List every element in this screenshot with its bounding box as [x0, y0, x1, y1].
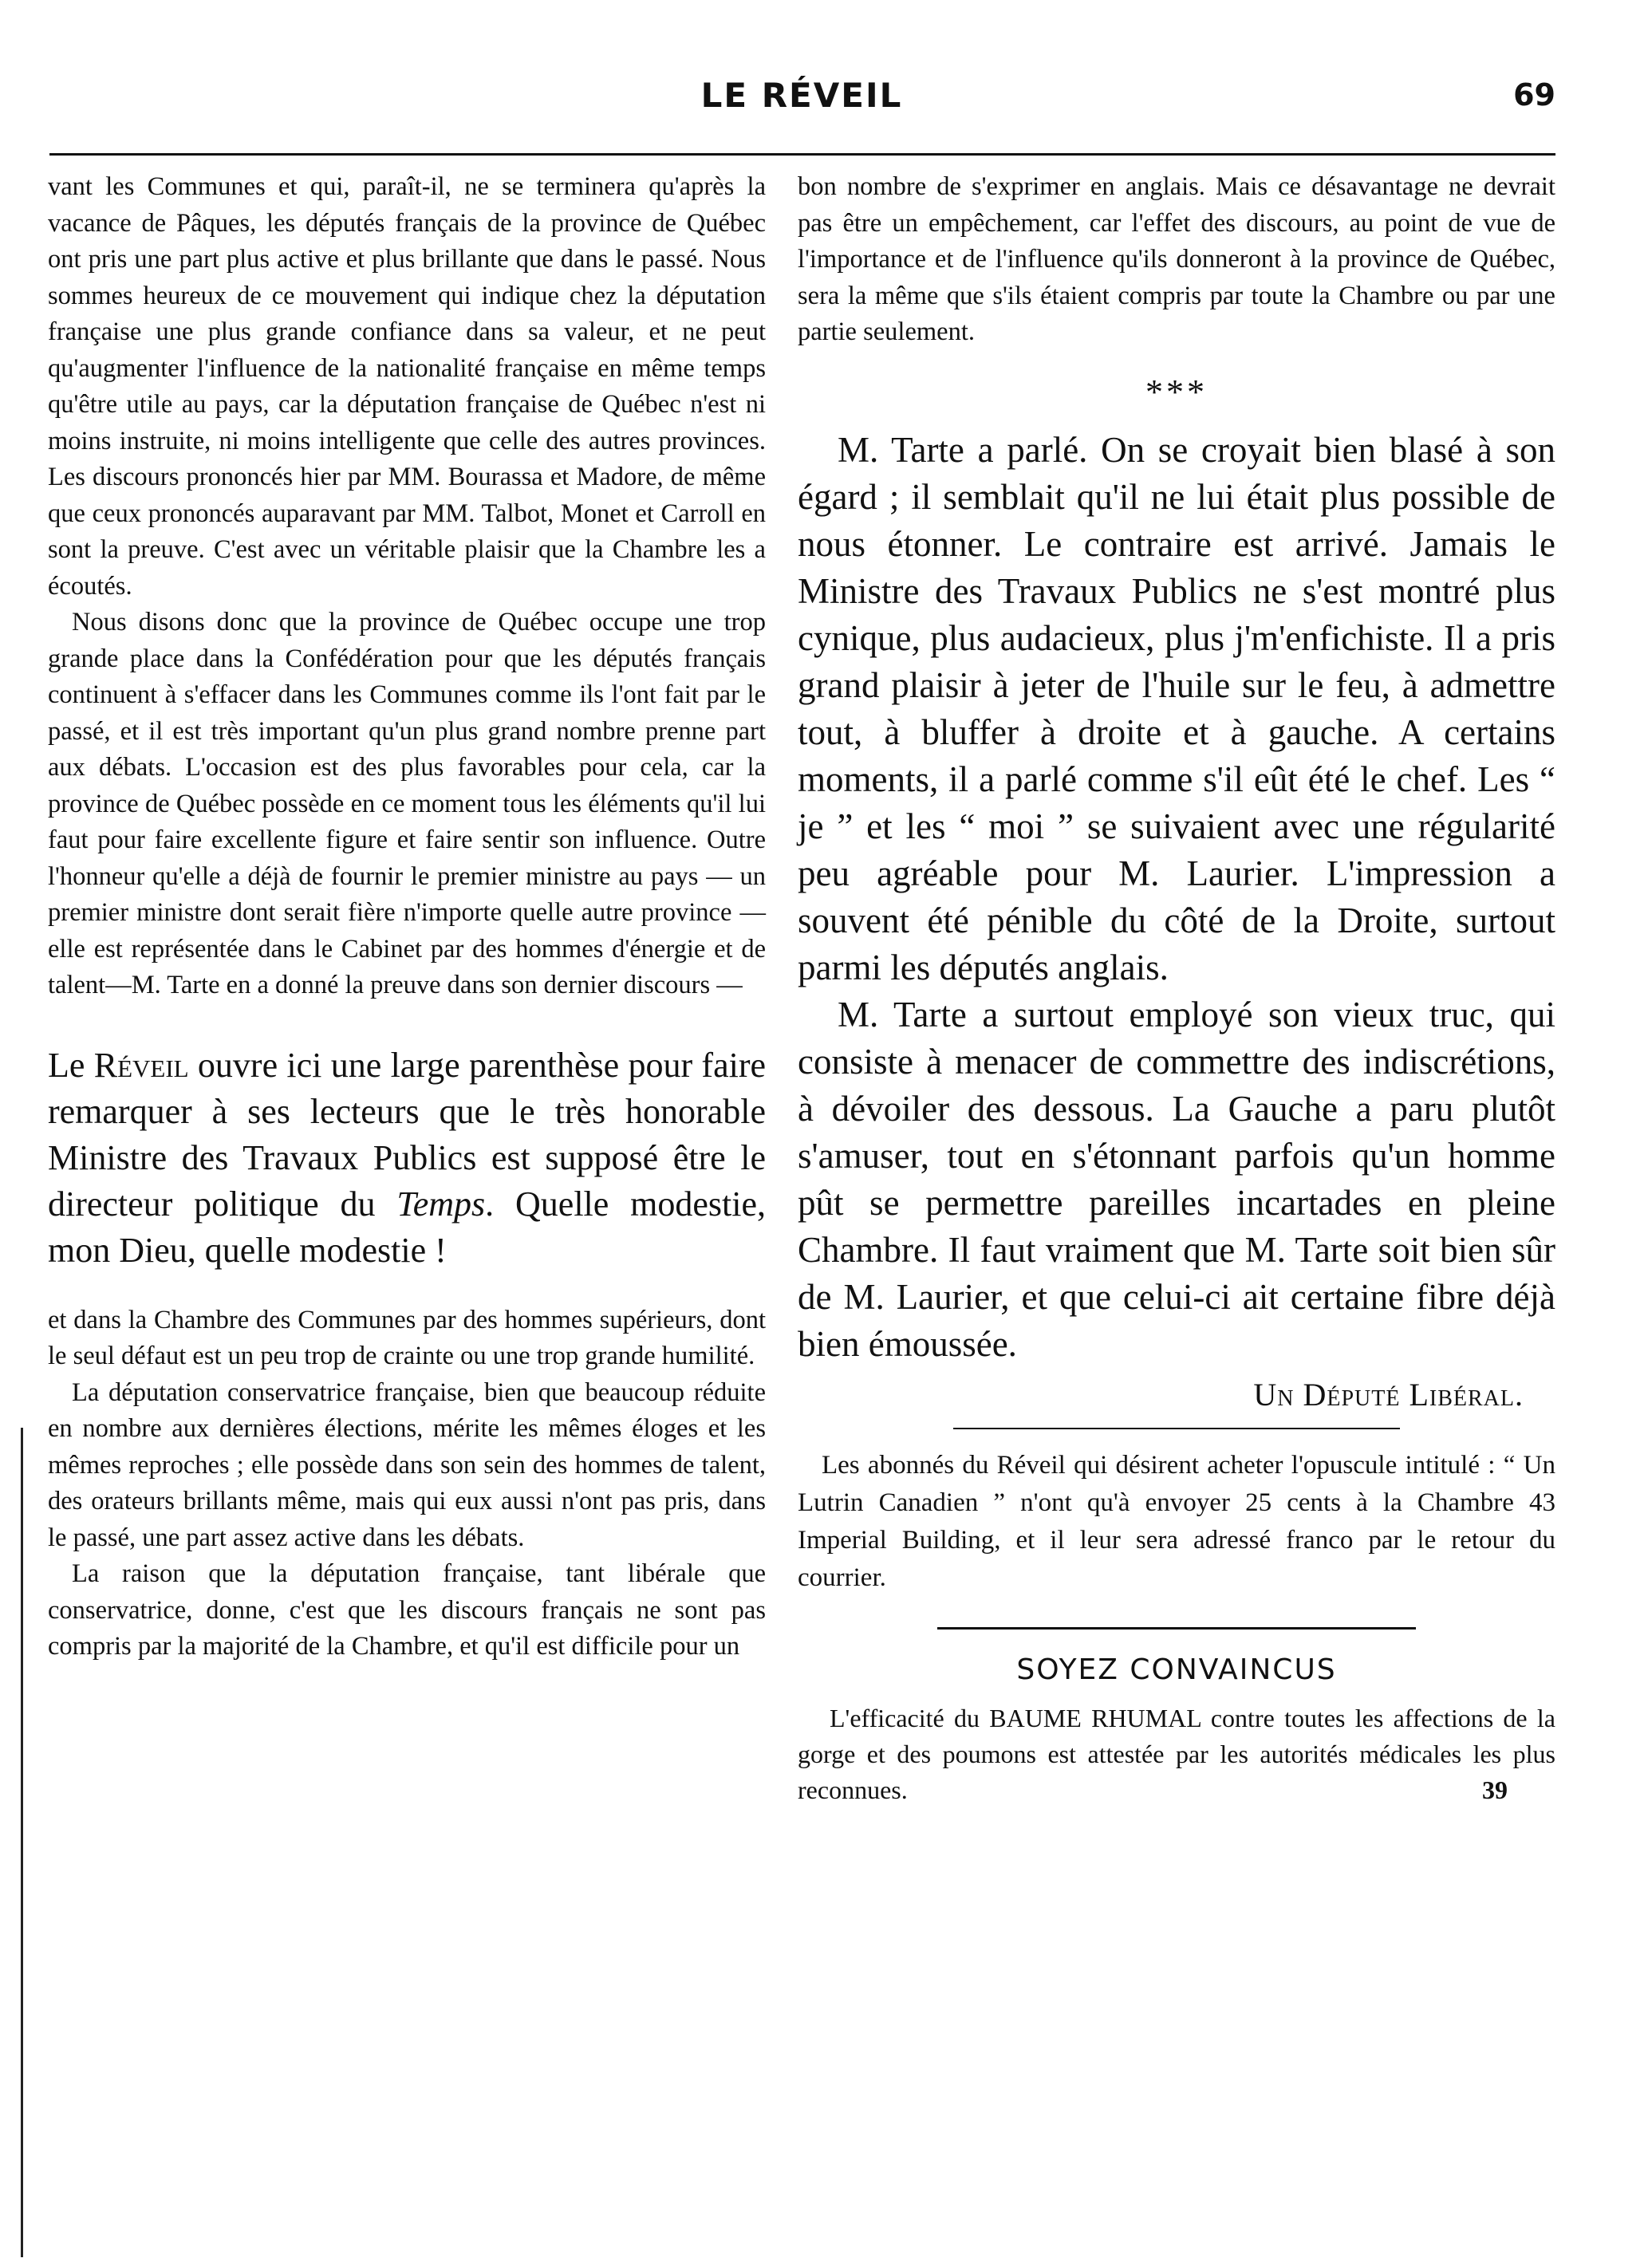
left-column	[48, 169, 766, 1665]
ad-number: 39	[1482, 1775, 1508, 1804]
ad-heading: SOYEZ CONVAINCUS	[1016, 1653, 1337, 1686]
right-opening-paragraph: bon nombre de s'exprimer en anglais. Mais ce désavantage ne devrait pas être un empêchement, car l'effet des discours, au point de vue de l'importance et de l'influence qu'ils donneront à la province de Québec, sera la même que s'ils étaient compris par toute la Chambre ou par une partie seulement.	[798, 172, 1555, 346]
left-paragraph-4: La députation conservatrice française, bien que beaucoup réduite en nombre aux dernières élections, mérite les mêmes éloges et les mêmes reproches ; elle possède dans son sein des hommes de talent, des orateurs brillants même, mais qui eux aussi n'ont pas pris, dans le passé, une part assez active dans les débats.	[48, 1377, 766, 1552]
left-paragraph-5: La raison que la députation française, tant libérale que conservatrice, donne, c'est que les discours français ne sont pas compris par la majorité de la Chambre, et qu'il est difficile pour un	[48, 1559, 766, 1661]
editorial-insert-text: Le Réveil ouvre ici une large parenthèse pour faire remarquer à ses lecteurs que le très honorable Ministre des Travaux Publics est supposé être le directeur politique du Temps. Quelle modestie, mon Dieu, quelle modestie !	[48, 1045, 767, 1270]
divider-rule	[953, 1428, 1400, 1429]
page-number: 69	[1513, 77, 1555, 112]
ad-text: L'efficacité du BAUME RHUMAL contre toutes les affections de la gorge et des poumons est attestée par les autorités médicales les plus reconnues. 39	[798, 1700, 1555, 1808]
editorial-insert	[48, 1042, 766, 1274]
left-paragraph-1: vant les Communes et qui, paraît-il, ne se terminera qu'après la vacance de Pâques, les députés français de la province de Québec ont pris une part plus active et plus brillante que dans le passé. Nous sommes heureux de ce mouvement qui indique chez la députation française une plus grande confiance dans sa valeur, et ne peut qu'augmenter l'influence de la nationalité française en même temps qu'être utile au pays, car la députation française de Québec n'est ni moins instruite, ni moins intelligente que celle des autres provinces. Les discours prononcés hier par MM. Bourassa et Madore, de même que ceux prononcés auparavant par MM. Talbot, Monet et Carroll en sont la preuve. C'est avec un véritable plaisir que la Chambre les a écoutés.	[48, 172, 766, 601]
tarte-paragraph-2: M. Tarte a surtout employé son vieux truc, qui consiste à menacer de commettre des indiscrétions, à dévoiler des dessous. La Gauche a paru plutôt s'amuser, tout en s'étonnant parfois qu'un homme pût se permettre pareilles incartades en pleine Chambre. Il faut vraiment que M. Tarte soit bien sûr de M. Laurier, et que celui-ci ait certaine fibre déjà bien émoussée.	[798, 994, 1555, 1364]
margin-rule	[21, 1428, 23, 2257]
signature: Un Député Libéral.	[1253, 1376, 1524, 1413]
left-paragraph-3: et dans la Chambre des Communes par des hommes supérieurs, dont le seul défaut est un peu trop de crainte ou une trop grande humilité.	[48, 1305, 766, 1370]
subscriber-notice	[798, 1447, 1555, 1597]
right-column	[798, 169, 1555, 1808]
advertisement	[798, 1700, 1555, 1808]
page-header	[48, 76, 1555, 124]
tarte-paragraph-1: M. Tarte a parlé. On se croyait bien blasé à son égard ; il semblait qu'il ne lui était plus possible de nous étonner. Le contraire est arrivé. Jamais le Ministre des Travaux Publics ne s'est montré plus cynique, plus audacieux, plus j'm'enfichiste. Il a pris grand plaisir à jeter de l'huile sur le feu, à admettre tout, à bluffer à droite et à gauche. A certains moments, il a parlé comme s'il eût été le chef. Les “ je ” et les “ moi ” se suivaient avec une régularité peu agréable pour M. Laurier. L'impression a souvent été pénible du côté de la Droite, surtout parmi les députés anglais.	[798, 429, 1555, 987]
page-title: LE RÉVEIL	[700, 76, 903, 115]
ad-divider-rule	[937, 1627, 1416, 1630]
asterism-separator: ***	[1145, 372, 1208, 412]
reveil-name: Réveil	[93, 1045, 189, 1085]
left-paragraph-2: Nous disons donc que la province de Québec occupe une trop grande place dans la Confédération pour que les députés français continuent à s'effacer dans les Communes comme ils l'ont fait par le passé, et il est très important qu'un plus grand nombre prenne part aux débats. L'occasion est des plus favorables pour cela, car la province de Québec possède en ce moment tous les éléments qu'il lui faut pour faire excellente figure et faire sentir son influence. Outre l'honneur qu'elle a déjà de fournir le premier ministre au pays — un premier ministre dont serait fière n'importe quelle autre province — elle est représentée dans le Cabinet par des hommes d'énergie et de talent—M. Tarte en a donné la preuve dans son dernier discours —	[48, 608, 766, 999]
header-rule	[49, 153, 1555, 156]
notice-text: Les abonnés du Réveil qui désirent acheter l'opuscule intitulé : “ Un Lutrin Canadien ” n'ont qu'à envoyer 25 cents à la Chambre 43 Imperial Building, et il leur sera adressé franco par le retour du courrier.	[798, 1450, 1555, 1592]
temps-name: Temps	[396, 1184, 486, 1224]
